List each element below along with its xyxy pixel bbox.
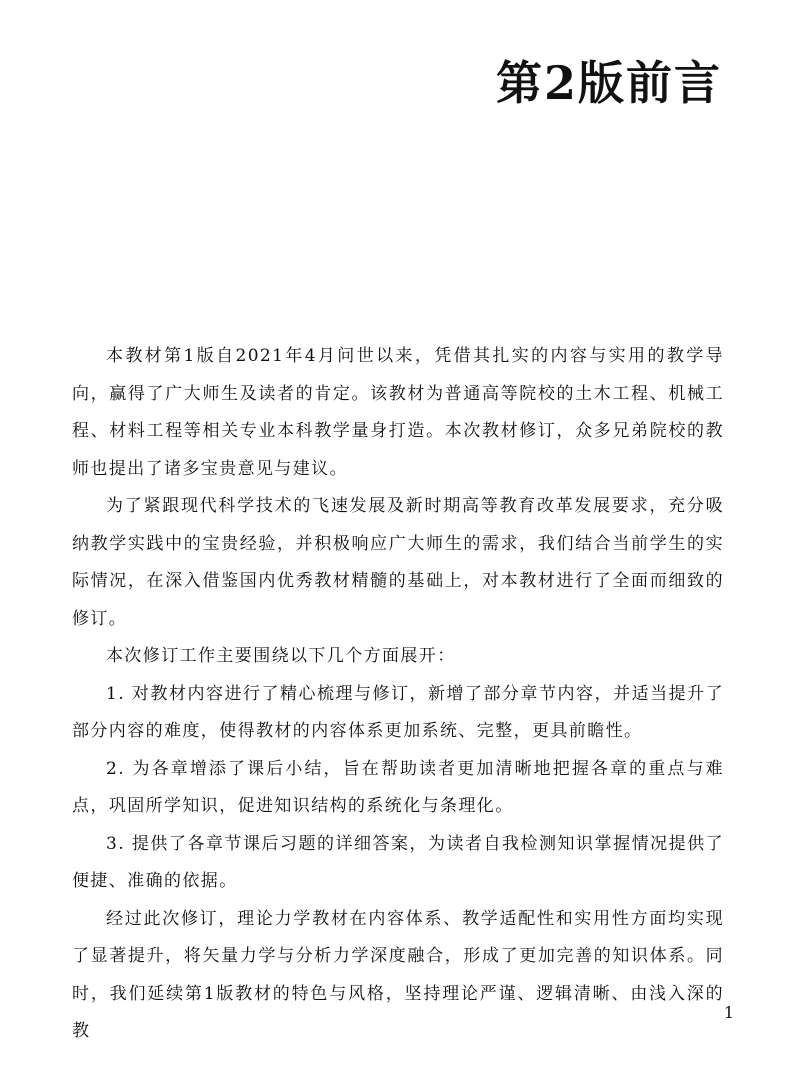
page-number: 1	[723, 1003, 734, 1022]
preface-body	[72, 338, 724, 1051]
paragraph-3: 本次修订工作主要围绕以下几个方面展开：	[106, 646, 456, 666]
paragraph-1: 本教材第1版自2021年4月问世以来，凭借其扎实的内容与实用的教学导向，赢得了广大师生及读者的肯定。该教材为普通高等院校的土木工程、机械工程、材料工程等相关专业本科教学量身打造。本次教材修订，众多兄弟院校的教师也提出了诸多宝贵意见与建议。	[72, 346, 724, 479]
page-title: 第2版前言	[495, 56, 722, 110]
list-item-1: 1. 对教材内容进行了精心梳理与修订，新增了部分章节内容，并适当提升了部分内容的难度，使得教材的内容体系更加系统、完整，更具前瞻性。	[72, 683, 724, 741]
list-item-2: 2. 为各章增添了课后小结，旨在帮助读者更加清晰地把握各章的重点与难点，巩固所学知识，促进知识结构的系统化与条理化。	[72, 758, 724, 816]
list-item-3: 3. 提供了各章节课后习题的详细答案，为读者自我检测知识掌握情况提供了便捷、准确的依据。	[72, 833, 724, 891]
paragraph-2: 为了紧跟现代科学技术的飞速发展及新时期高等教育改革发展要求，充分吸纳教学实践中的宝贵经验，并积极响应广大师生的需求，我们结合当前学生的实际情况，在深入借鉴国内优秀教材精髓的基础上，对本教材进行了全面而细致的修订。	[72, 496, 724, 629]
paragraph-4: 经过此次修订，理论力学教材在内容体系、教学适配性和实用性方面均实现了显著提升，将矢量力学与分析力学深度融合，形成了更加完善的知识体系。同时，我们延续第1版教材的特色与风格，坚持理论严谨、逻辑清晰、由浅入深的教	[72, 908, 724, 1041]
